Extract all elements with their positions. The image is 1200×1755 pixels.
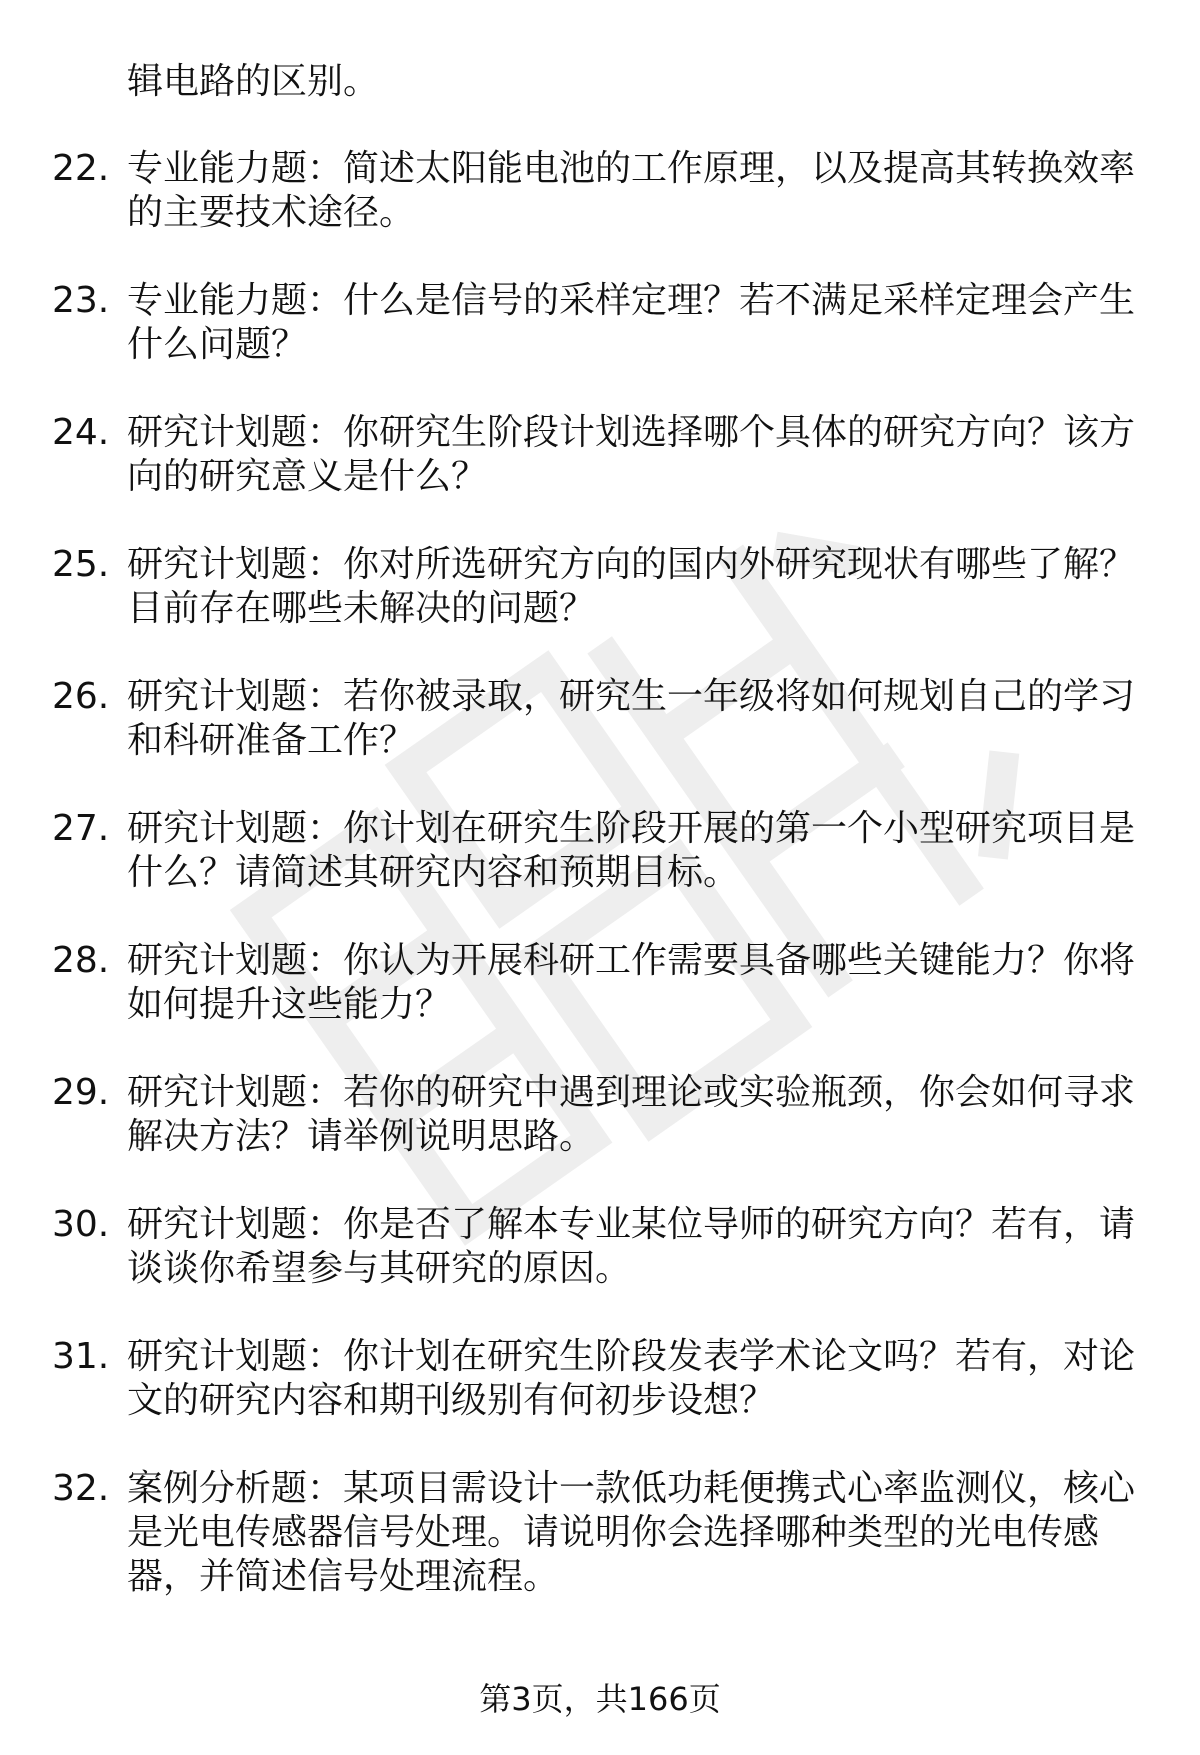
question-number: 28. <box>52 940 110 981</box>
question-item <box>0 939 1200 1071</box>
question-number: 27. <box>52 808 110 849</box>
question-number: 32. <box>52 1468 110 1509</box>
question-item <box>0 1203 1200 1335</box>
page-footer: 第3页，共166页 <box>479 1680 721 1718</box>
question-item <box>0 1467 1200 1599</box>
question-text: 研究计划题：你计划在研究生阶段发表学术论文吗？若有，对论文的研究内容和期刊级别有何初步设想？ <box>127 1336 1136 1421</box>
question-text: 专业能力题：简述太阳能电池的工作原理，以及提高其转换效率的主要技术途径。 <box>127 148 1136 233</box>
question-number: 25. <box>52 544 110 585</box>
question-text: 专业能力题：什么是信号的采样定理？若不满足采样定理会产生什么问题？ <box>127 280 1136 365</box>
continuation-text: 辑电路的区别。 <box>127 61 380 102</box>
question-item <box>0 279 1200 411</box>
question-text: 研究计划题：你对所选研究方向的国内外研究现状有哪些了解？目前存在哪些未解决的问题？ <box>127 544 1136 629</box>
question-text: 研究计划题：你是否了解本专业某位导师的研究方向？若有，请谈谈你希望参与其研究的原因。 <box>127 1204 1136 1289</box>
question-item <box>0 147 1200 279</box>
question-number: 24. <box>52 412 110 453</box>
question-item <box>0 411 1200 543</box>
question-number: 26. <box>52 676 110 717</box>
question-text: 研究计划题：你认为开展科研工作需要具备哪些关键能力？你将如何提升这些能力？ <box>127 940 1136 1025</box>
question-text: 研究计划题：你计划在研究生阶段开展的第一个小型研究项目是什么？请简述其研究内容和预期目标。 <box>127 808 1136 893</box>
question-item <box>0 675 1200 807</box>
question-text: 研究计划题：若你的研究中遇到理论或实验瓶颈，你会如何寻求解决方法？请举例说明思路。 <box>127 1072 1136 1157</box>
question-number: 30. <box>52 1204 110 1245</box>
question-number: 29. <box>52 1072 110 1113</box>
question-item <box>0 1335 1200 1467</box>
question-number: 31. <box>52 1336 110 1377</box>
question-text: 研究计划题：若你被录取，研究生一年级将如何规划自己的学习和科研准备工作？ <box>127 676 1136 761</box>
question-number: 23. <box>52 280 110 321</box>
question-text: 案例分析题：某项目需设计一款低功耗便携式心率监测仪，核心是光电传感器信号处理。请说明你会选择哪种类型的光电传感器，并简述信号处理流程。 <box>127 1468 1136 1597</box>
question-text: 研究计划题：你研究生阶段计划选择哪个具体的研究方向？该方向的研究意义是什么？ <box>127 412 1136 497</box>
question-item <box>0 1071 1200 1203</box>
question-list <box>0 147 1200 1599</box>
question-item <box>0 543 1200 675</box>
question-number: 22. <box>52 148 110 189</box>
question-item <box>0 807 1200 939</box>
